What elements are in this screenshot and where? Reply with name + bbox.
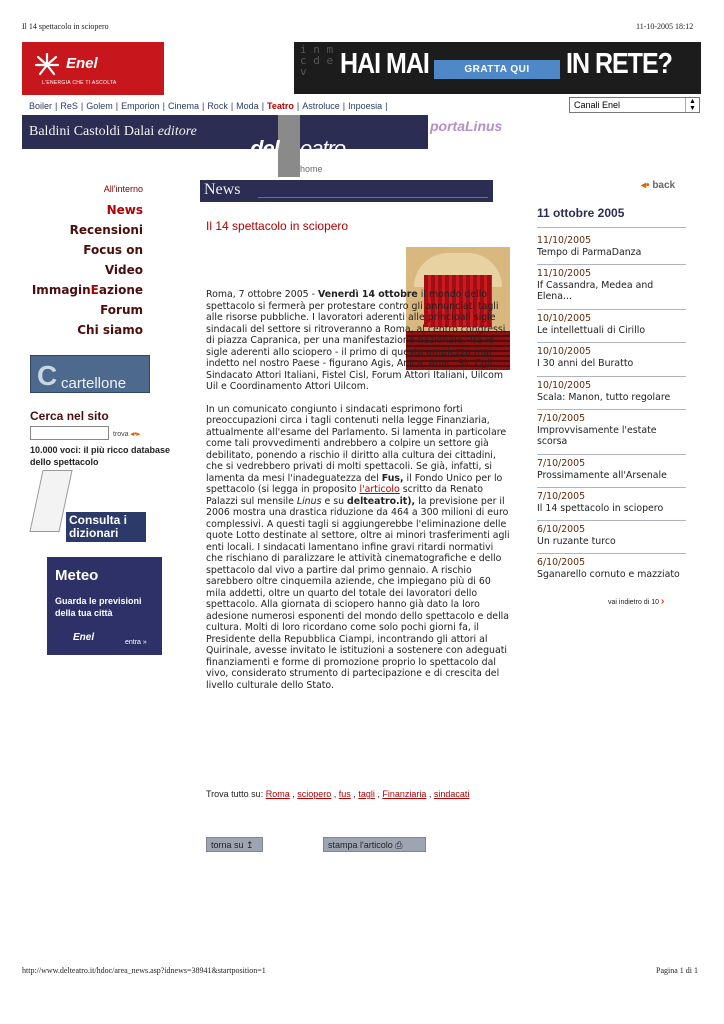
nav-separator: |	[385, 101, 388, 111]
print-article-button[interactable]	[323, 837, 426, 852]
nav-item-emporion[interactable]: Emporion	[121, 101, 160, 111]
nav-separator: |	[201, 101, 205, 111]
article-linus: Linus	[296, 495, 322, 507]
news-list-item[interactable]	[537, 313, 687, 336]
footer-page-count: Pagina 1 di 1	[656, 966, 698, 975]
back-link[interactable]	[641, 180, 675, 191]
section-header	[200, 180, 493, 202]
ad-headline-right: IN RETE?	[566, 47, 672, 81]
tag-list-label: Trova tutto su:	[206, 789, 266, 799]
news-item-date: 7/10/2005	[537, 491, 586, 502]
tag-link[interactable]: sciopero	[297, 789, 332, 799]
tag-separator: ,	[331, 789, 339, 799]
article-paragraph-1	[206, 289, 510, 393]
back-to-top-button[interactable]	[206, 837, 263, 852]
ad-letters: i n m c d e v	[300, 43, 334, 78]
article-site: delteatro.it),	[347, 495, 416, 507]
tag-link[interactable]: fus	[338, 789, 351, 799]
left-menu-item-video[interactable]: Video	[104, 263, 143, 277]
article-strike-date: Venerdì 14 ottobre	[317, 289, 418, 300]
news-list-item[interactable]	[537, 380, 687, 403]
news-list-divider	[537, 487, 686, 488]
news-list-divider	[537, 376, 686, 377]
article-p2-text-e: la previsione per il 2006 mostra una drastica riduzione da 464 a 300 milioni di euro complessivi. A questi tagli si aggiungerebbe l'eliminazione delle quote Lotto destinate al settore, oltre ai minori trasferimenti agli enti locali. I sindacati lamentano infine gravi ritardi normativi che rischiano di paralizzare le attività cinematografiche e dello spettacolo dal vivo a partire dal primo gennaio. A rischio sarebbero oltre cinquemila aziende, che impiegano più di 60 mila addetti, oltre un quarto del totale dei lavoratori dello spettacolo. Alla giornata di sciopero hanno già dato la loro adesione numerosi esponenti del mondo dello spettacolo e della cultura. Molti di loro ricordano come solo pochi giorni fa, il Presidente della Repubblica Ciampi, incontrando gli attori al Quirinale, avesse invitato le istituzioni a sostenere con adeguati finanziamenti e forme di promozione proprio lo spettacolo dal vivo, considerato strumento di partecipazione e di crescita del livello culturale dello Stato.	[206, 495, 510, 691]
search-input[interactable]	[30, 426, 109, 440]
site-logo-eatro[interactable]: eatro	[300, 136, 346, 161]
news-list-divider	[537, 309, 686, 310]
news-list-divider	[537, 409, 686, 410]
dizionari-label: Consulta i dizionari	[66, 512, 146, 542]
news-item-title[interactable]: Sganarello cornuto e mazziato	[537, 568, 680, 580]
article-p2-text-c: scritto da Renato Palazzi sul mensile	[206, 484, 483, 507]
nav-item-cinema[interactable]: Cinema	[167, 101, 199, 111]
news-item-title[interactable]: I 30 anni del Buratto	[537, 357, 634, 369]
news-item-title[interactable]: Le intellettuali di Cirillo	[537, 324, 646, 336]
tag-list	[206, 789, 469, 799]
enel-logo[interactable]	[22, 42, 164, 95]
meteo-title: Meteo	[55, 567, 99, 584]
left-menu-item-forum[interactable]: Forum	[100, 303, 143, 317]
left-menu-item-focus-on[interactable]: Focus on	[83, 243, 143, 257]
meteo-brand: Enel	[73, 632, 95, 643]
nav-separator: |	[261, 101, 265, 111]
article-dateline: Roma, 7 ottobre 2005 -	[206, 289, 318, 300]
article-p1-text: il mondo dello spettacolo si fermerà per protestare contro gli annunciati tagli alle risorse pubbliche. I lavoratori aderenti alle principali sigle sindacali del settore si ritroveranno a Roma, al centro congressi di piazza Capranica, per una manifestazione nazionale. Tra le sigle aderenti allo sciopero - il primo di questa ampiezza mai indetto nel nostro Paese - figurano Agis, Anica, Anac, Slc Cgil, Sindacato Attori Italiani, Fistel Cisl, Forum Attori Italiani, Uilcom Uil e Coordinamento Attori Uilcom.	[206, 289, 506, 392]
news-item-date: 10/10/2005	[537, 380, 592, 391]
news-item-title[interactable]: Prossimamente all'Arsenale	[537, 469, 667, 481]
news-item-title[interactable]: If Cassandra, Medea and Elena...	[537, 279, 654, 302]
cartellone-label: cartellone	[61, 375, 127, 392]
tag-link[interactable]: sindacati	[433, 789, 470, 799]
ad-cta-button[interactable]: GRATTA QUI	[434, 60, 560, 79]
news-list-item[interactable]	[537, 557, 687, 580]
ad-banner[interactable]	[294, 42, 701, 94]
nav-item-teatro[interactable]: Teatro	[267, 101, 294, 111]
news-item-date: 10/10/2005	[537, 313, 592, 324]
cartellone-banner[interactable]	[30, 355, 150, 393]
chevron-right-icon: ›	[660, 596, 665, 607]
news-list-item[interactable]	[537, 524, 687, 547]
article-paragraph-2	[206, 404, 510, 692]
news-list-item[interactable]	[537, 491, 687, 514]
news-date-title: 11 ottobre 2005	[537, 206, 625, 220]
news-item-title[interactable]: Il 14 spettacolo in sciopero	[537, 502, 664, 514]
back-arrow-icon: ◂•	[641, 180, 650, 191]
article-title: Il 14 spettacolo in sciopero	[206, 219, 349, 233]
news-list-divider	[537, 227, 686, 228]
tag-link[interactable]: Finanziaria	[382, 789, 427, 799]
news-list-divider	[537, 342, 686, 343]
back-to-top-label: torna su	[211, 840, 244, 850]
section-title: News	[204, 181, 241, 198]
news-list-item[interactable]	[537, 413, 687, 448]
nav-item-res[interactable]: ReS	[60, 101, 78, 111]
up-arrow-icon: ↥	[246, 840, 254, 850]
nav-item-moda[interactable]: Moda	[236, 101, 259, 111]
left-menu-item-recensioni[interactable]: Recensioni	[69, 223, 143, 237]
left-menu-item-immagineazione[interactable]: ImmaginEazione	[31, 283, 143, 297]
previous-ten-label: vai indietro di 10	[608, 599, 659, 606]
go-arrow-icon: ◂•▸	[130, 431, 140, 438]
meteo-subtitle: Guarda le previsioni della tua città	[55, 596, 142, 618]
left-menu-item-news[interactable]: News	[106, 203, 143, 217]
news-item-date: 7/10/2005	[537, 458, 586, 469]
news-item-date: 6/10/2005	[537, 524, 586, 535]
site-logo-del[interactable]: del	[250, 136, 279, 161]
nav-separator: |	[230, 101, 234, 111]
nav-separator: |	[55, 101, 58, 111]
tag-separator: ,	[374, 789, 383, 799]
ad-headline-left: HAI MAI	[340, 47, 429, 81]
canali-select[interactable]	[569, 97, 700, 113]
printer-icon: ⎙	[395, 840, 403, 850]
all-interno-label: All'interno	[103, 184, 143, 194]
site-logo-t	[278, 115, 300, 177]
nav-item-inpoesia[interactable]: Inpoesia	[348, 101, 383, 111]
news-list-divider	[537, 553, 686, 554]
nav-separator: |	[80, 101, 84, 111]
news-item-title[interactable]: Improvvisamente l'estate scorsa	[537, 424, 657, 447]
nav-separator: |	[115, 101, 119, 111]
news-list-divider	[537, 454, 686, 455]
tag-link[interactable]: Roma	[265, 789, 290, 799]
publisher-suffix: editore	[157, 124, 197, 139]
site-home-link[interactable]: home	[300, 164, 323, 174]
print-header-title: Il 14 spettacolo in sciopero	[22, 22, 109, 31]
nav-item-rock[interactable]: Rock	[207, 101, 228, 111]
search-button-label: trova	[113, 431, 129, 438]
publisher-name: Baldini Castoldi Dalai	[29, 124, 155, 139]
nav-item-astroluce[interactable]: Astroluce	[302, 101, 340, 111]
database-claim: 10.000 voci: il più ricco database dello spettacolo	[30, 445, 171, 467]
cartellone-c-icon: C	[37, 360, 58, 391]
article-link[interactable]: l'articolo	[359, 484, 400, 495]
select-arrows-icon: ▲ ▼	[685, 98, 699, 112]
meteo-enter[interactable]: entra »	[125, 639, 147, 646]
section-header-rule	[258, 197, 488, 198]
previous-ten-link[interactable]	[608, 596, 664, 607]
canali-selected: Canali Enel	[574, 100, 621, 110]
enel-flower-icon	[34, 52, 60, 78]
print-header-datetime: 11-10-2005 18:12	[636, 22, 694, 31]
enel-brand: Enel	[66, 55, 98, 72]
article-body	[206, 289, 510, 702]
news-item-title[interactable]: Scala: Manon, tutto regolare	[537, 391, 671, 403]
dizionari-banner[interactable]	[36, 470, 148, 544]
nav-item-boiler[interactable]: Boiler	[29, 101, 53, 111]
article-p2-text-b: il Fondo Unico per lo spettacolo (si legga in proposito	[206, 472, 503, 495]
nav-separator: |	[296, 101, 300, 111]
news-item-date: 7/10/2005	[537, 413, 586, 424]
news-list-item[interactable]	[537, 268, 687, 303]
news-list-item[interactable]	[537, 235, 687, 258]
left-menu-item-chi-siamo[interactable]: Chi siamo	[77, 323, 143, 337]
news-item-date: 10/10/2005	[537, 346, 592, 357]
nav-separator: |	[162, 101, 165, 111]
news-list-divider	[537, 520, 686, 521]
news-list-item[interactable]	[537, 346, 687, 369]
news-list-item[interactable]	[537, 458, 687, 481]
back-label: back	[652, 180, 676, 191]
tag-separator: ,	[289, 789, 298, 799]
tag-link[interactable]: tagli	[358, 789, 375, 799]
portalinus-logo[interactable]: portaLinus	[430, 118, 503, 134]
news-list-divider	[537, 264, 686, 265]
news-item-title[interactable]: Un ruzante turco	[537, 535, 616, 547]
tag-separator: ,	[426, 789, 434, 799]
footer-url: http://www.delteatro.it/hdoc/area_news.asp?idnews=38941&startposition=1	[22, 966, 266, 975]
tag-separator: ,	[350, 789, 359, 799]
meteo-banner[interactable]	[47, 557, 162, 655]
publisher-band[interactable]	[22, 115, 248, 149]
search-title: Cerca nel sito	[30, 409, 109, 423]
news-item-date: 11/10/2005	[537, 235, 592, 246]
article-fus: Fus,	[381, 472, 404, 484]
nav-item-golem[interactable]: Golem	[86, 101, 113, 111]
print-article-label: stampa l'articolo	[328, 840, 393, 850]
nav-separator: |	[342, 101, 346, 111]
enel-tagline: L'ENERGIA CHE TI ASCOLTA	[42, 80, 117, 86]
search-button[interactable]	[113, 430, 140, 438]
news-item-date: 6/10/2005	[537, 557, 586, 568]
article-p2-text-a: In un comunicato congiunto i sindacati esprimono forti preoccupazioni circa i tagli contenuti nella legge Finanziaria, attualmente all'esame del Parlamento. Si lamenta in particolare come tali provvedimenti andrebbero a colpire un settore già debilitato, ponendo a rischio il diritto alla cultura dei cittadini, che si vedrebbero privati di molti spettacoli. Se già, infatti, si lamenta da mesi l'inadeguatezza del	[206, 403, 507, 484]
article-p2-text-d: e su	[321, 495, 348, 507]
news-item-title[interactable]: Tempo di ParmaDanza	[537, 246, 642, 258]
news-item-date: 11/10/2005	[537, 268, 592, 279]
